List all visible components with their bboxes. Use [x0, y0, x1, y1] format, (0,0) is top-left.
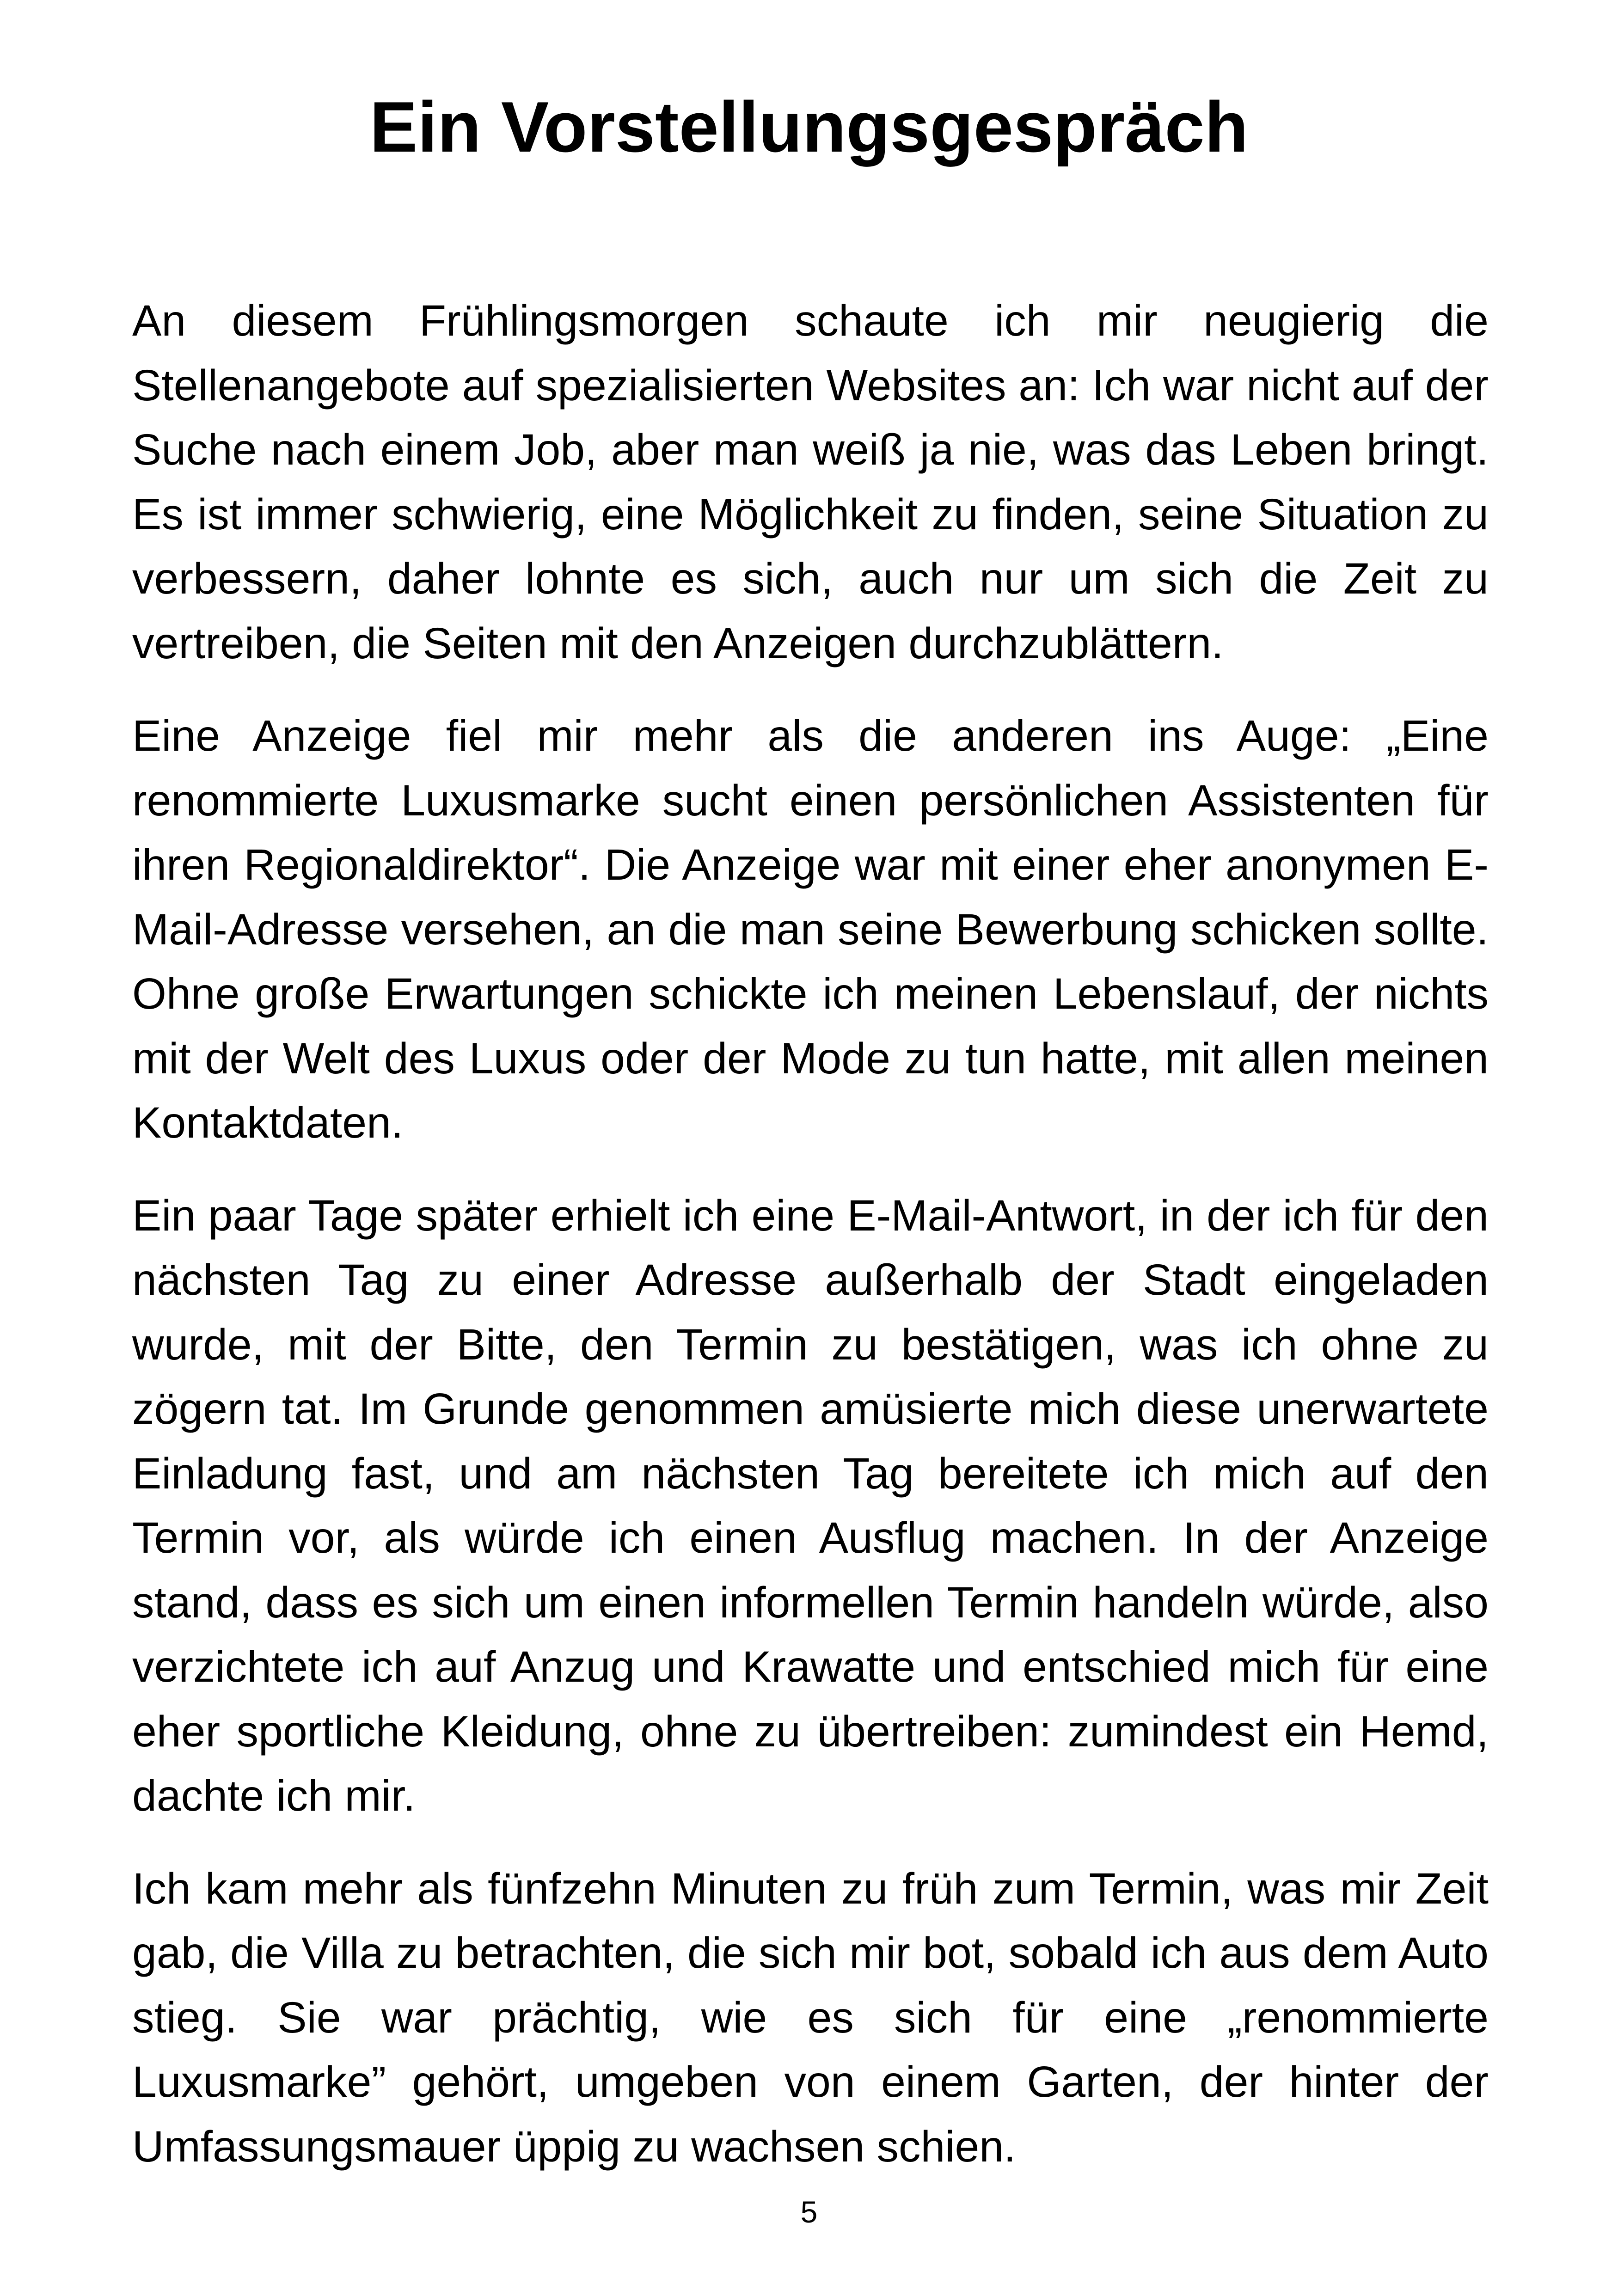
- body-text: [132, 289, 1489, 2207]
- page-number: 5: [800, 2195, 818, 2229]
- paragraph-1: An diesem Frühlingsmorgen schaute ich mir neugierig die Stellenangebote auf spezialisierten Websites an: Ich war nicht auf der Suche nach einem Job, aber man weiß ja nie, was das Leben bringt. Es ist immer schwierig, eine Möglichkeit zu finden, seine Situation zu verbessern, daher lohnte es sich, auch nur um sich die Zeit zu vertreiben, die Seiten mit den Anzeigen durchzublättern.: [132, 296, 1489, 668]
- paragraph-3: Ein paar Tage später erhielt ich eine E-Mail-Antwort, in der ich für den nächsten Tag zu einer Adresse außerhalb der Stadt eingeladen wurde, mit der Bitte, den Termin zu bestätigen, was ich ohne zu zögern tat. Im Grunde genommen amüsierte mich diese unerwartete Einladung fast, und am nächsten Tag bereitete ich mich auf den Termin vor, als würde ich einen Ausflug machen. In der Anzeige stand, dass es sich um einen informellen Termin handeln würde, also verzichtete ich auf Anzug und Krawatte und entschied mich für eine eher sportliche Kleidung, ohne zu übertreiben: zumindest ein Hemd, dachte ich mir.: [132, 1191, 1489, 1820]
- paragraph-2: Eine Anzeige fiel mir mehr als die anderen ins Auge: „Eine renommierte Luxusmarke sucht einen persönlichen Assistenten für ihren Regionaldirektor“. Die Anzeige war mit einer eher anonymen E-Mail-Adresse versehen, an die man seine Bewerbung schicken sollte. Ohne große Erwartungen schickte ich meinen Lebenslauf, der nichts mit der Welt des Luxus oder der Mode zu tun hatte, mit allen meinen Kontaktdaten.: [132, 711, 1489, 1147]
- paragraph-4: Ich kam mehr als fünfzehn Minuten zu früh zum Termin, was mir Zeit gab, die Villa zu betrachten, die sich mir bot, sobald ich aus dem Auto stieg. Sie war prächtig, wie es sich für eine „renommierte Luxusmarke” gehört, umgeben von einem Garten, der hinter der Umfassungsmauer üppig zu wachsen schien.: [132, 1864, 1489, 2171]
- chapter-title: Ein Vorstellungsgespräch: [369, 87, 1249, 167]
